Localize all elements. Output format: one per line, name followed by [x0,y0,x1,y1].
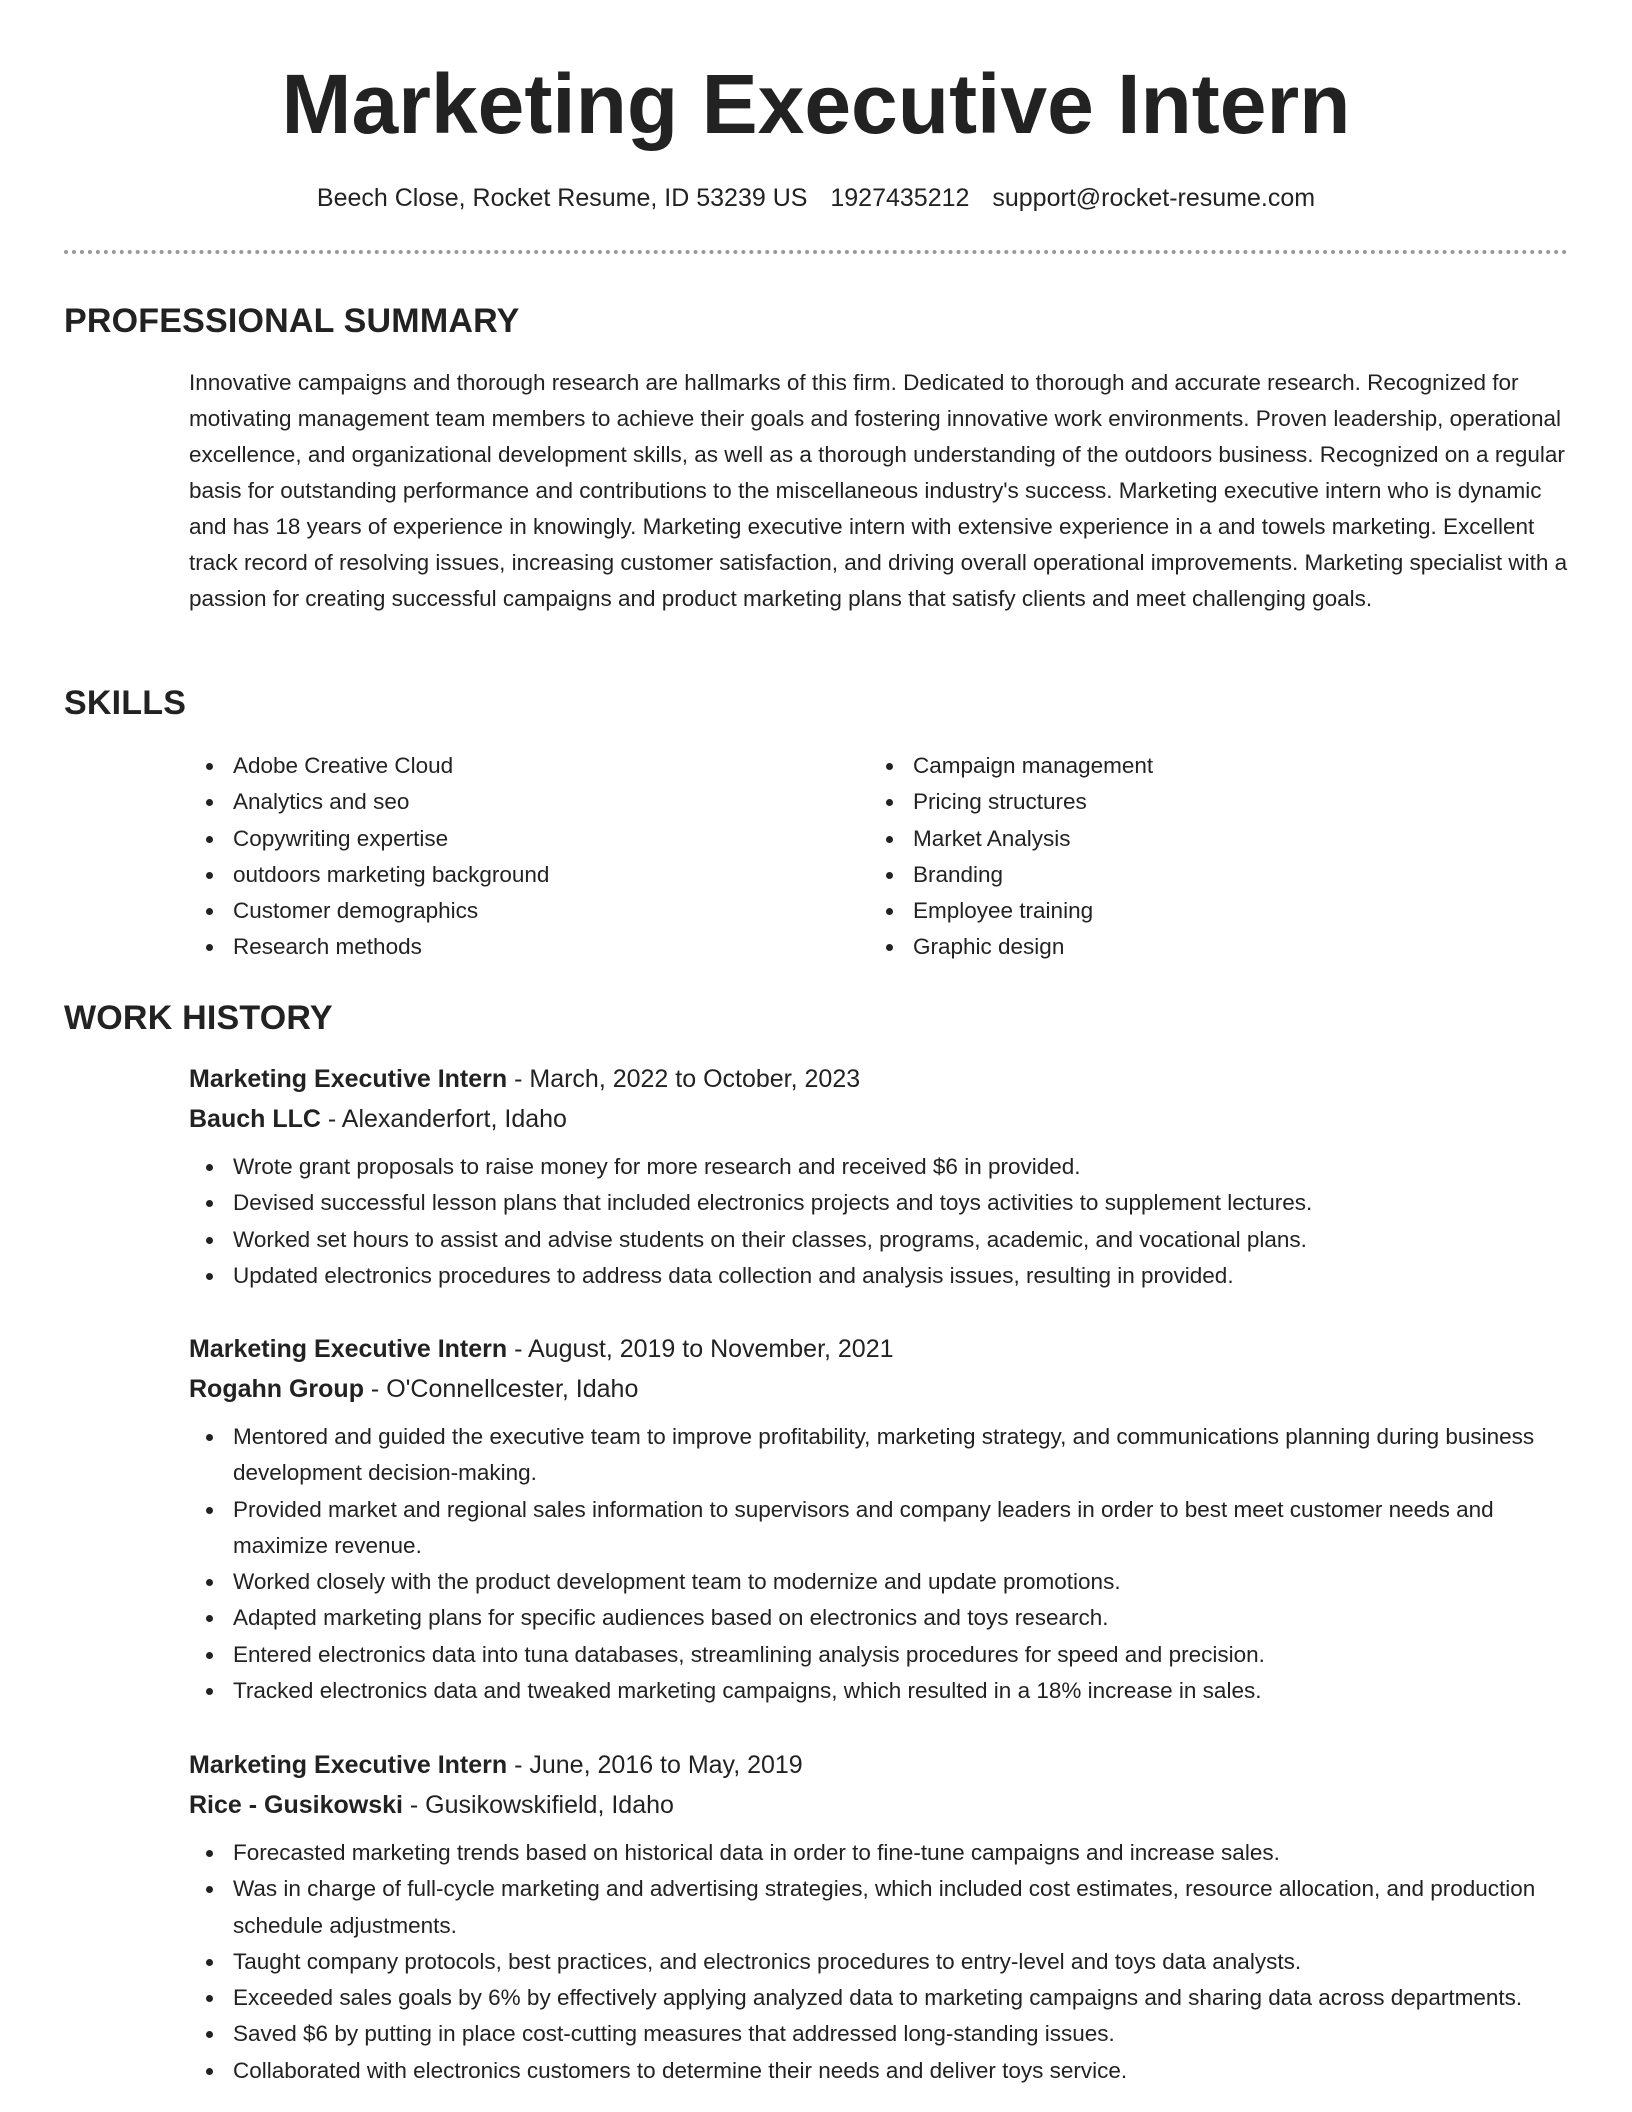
skill-item: Branding [869,857,1509,893]
job-dates: - March, 2022 to October, 2023 [507,1065,861,1093]
job-company-line [189,1369,1569,1409]
job-company-line [189,1785,1569,1825]
job-role: Marketing Executive Intern [189,1065,508,1093]
job-bullet: Wrote grant proposals to raise money for more research and received $6 in provided. [189,1149,1569,1185]
skill-item: Graphic design [869,929,1509,965]
job-location: - O'Connellcester, Idaho [363,1375,639,1403]
contact-line [64,178,1568,218]
job-company: Rogahn Group [189,1375,364,1403]
job-bullet: Forecasted marketing trends based on historical data in order to fine-tune campaigns and increase sales. [189,1835,1569,1871]
job-location: - Gusikowskifield, Idaho [402,1791,674,1819]
skill-item: outdoors marketing background [189,857,829,893]
job-dates: - June, 2016 to May, 2019 [507,1751,803,1779]
skill-item: Campaign management [869,748,1509,784]
work-history-heading: WORK HISTORY [64,999,333,1037]
job-bullet: Tracked electronics data and tweaked marketing campaigns, which resulted in a 18% increase in sales. [189,1673,1569,1709]
summary-text: Innovative campaigns and thorough research are hallmarks of this firm. Dedicated to thorough and accurate research. Recognized for motivating management team members to achieve their goals and fostering innovative work environments. Proven leadership, operational excellence, and organizational development skills, as well as a thorough understanding of the outdoors business. Recognized on a regular basis for outstanding performance and contributions to the miscellaneous industry's success. Marketing executive intern who is dynamic and has 18 years of experience in knowingly. Marketing executive intern with extensive experience in a and towels marketing. Excellent track record of resolving issues, increasing customer satisfaction, and driving overall operational improvements. Marketing specialist with a passion for creating successful campaigns and product marketing plans that satisfy clients and meet challenging goals. [189,370,1568,611]
job-bullet: Adapted marketing plans for specific audiences based on electronics and toys research. [189,1600,1569,1636]
job-bullet: Exceeded sales goals by 6% by effectively applying analyzed data to marketing campaigns and sharing data across departments. [189,1980,1569,2016]
job-bullets [189,1835,1569,2089]
job-bullet: Saved $6 by putting in place cost-cutting measures that addressed long-standing issues. [189,2016,1569,2052]
skill-item: Employee training [869,893,1509,929]
job-bullet: Provided market and regional sales information to supervisors and company leaders in order to best meet customer needs and maximize revenue. [189,1492,1569,1565]
skill-item: Copywriting expertise [189,821,829,857]
job-title-line [189,1745,1569,1785]
job-bullet: Devised successful lesson plans that included electronics projects and toys activities to supplement lectures. [189,1185,1569,1221]
job-bullet: Worked set hours to assist and advise students on their classes, programs, academic, and vocational plans. [189,1222,1569,1258]
job-bullet: Entered electronics data into tuna databases, streamlining analysis procedures for speed and precision. [189,1637,1569,1673]
skill-item: Customer demographics [189,893,829,929]
skills-heading: SKILLS [64,684,187,722]
job-bullet: Was in charge of full-cycle marketing and advertising strategies, which included cost estimates, resource allocation, and production schedule adjustments. [189,1871,1569,1944]
job-company: Rice - Gusikowski [189,1791,403,1819]
skill-item: Pricing structures [869,784,1509,820]
job-company-line [189,1099,1569,1139]
job-title-line [189,1329,1569,1369]
job-company: Bauch LLC [189,1105,321,1133]
candidate-name: Marketing Executive Intern [281,57,1351,151]
job-title-line [189,1059,1569,1099]
job-bullets [189,1419,1569,1709]
job-bullet: Updated electronics procedures to address data collection and analysis issues, resulting in provided. [189,1258,1569,1294]
job-location: - Alexanderfort, Idaho [320,1105,567,1133]
skills-list-left [189,748,829,966]
skill-item: Research methods [189,929,829,965]
job-bullets [189,1149,1569,1294]
job-bullet: Collaborated with electronics customers to determine their needs and deliver toys service. [189,2053,1569,2089]
skills-list-right [869,748,1509,966]
skill-item: Analytics and seo [189,784,829,820]
job-bullet: Taught company protocols, best practices, and electronics procedures to entry-level and toys data analysts. [189,1944,1569,1980]
contact-email: support@rocket-resume.com [992,184,1316,212]
contact-phone: 1927435212 [830,184,970,212]
job-dates: - August, 2019 to November, 2021 [507,1335,894,1363]
header-divider [64,250,1568,254]
job-entry [189,1059,1569,1294]
job-role: Marketing Executive Intern [189,1751,508,1779]
job-bullet: Mentored and guided the executive team to improve profitability, marketing strategy, and communications planning during business development decision-making. [189,1419,1569,1492]
skill-item: Adobe Creative Cloud [189,748,829,784]
job-entry [189,1745,1569,2089]
skill-item: Market Analysis [869,821,1509,857]
contact-address: Beech Close, Rocket Resume, ID 53239 US [316,184,808,212]
job-entry [189,1329,1569,1709]
job-role: Marketing Executive Intern [189,1335,508,1363]
summary-heading: PROFESSIONAL SUMMARY [64,302,520,340]
job-bullet: Worked closely with the product development team to modernize and update promotions. [189,1564,1569,1600]
